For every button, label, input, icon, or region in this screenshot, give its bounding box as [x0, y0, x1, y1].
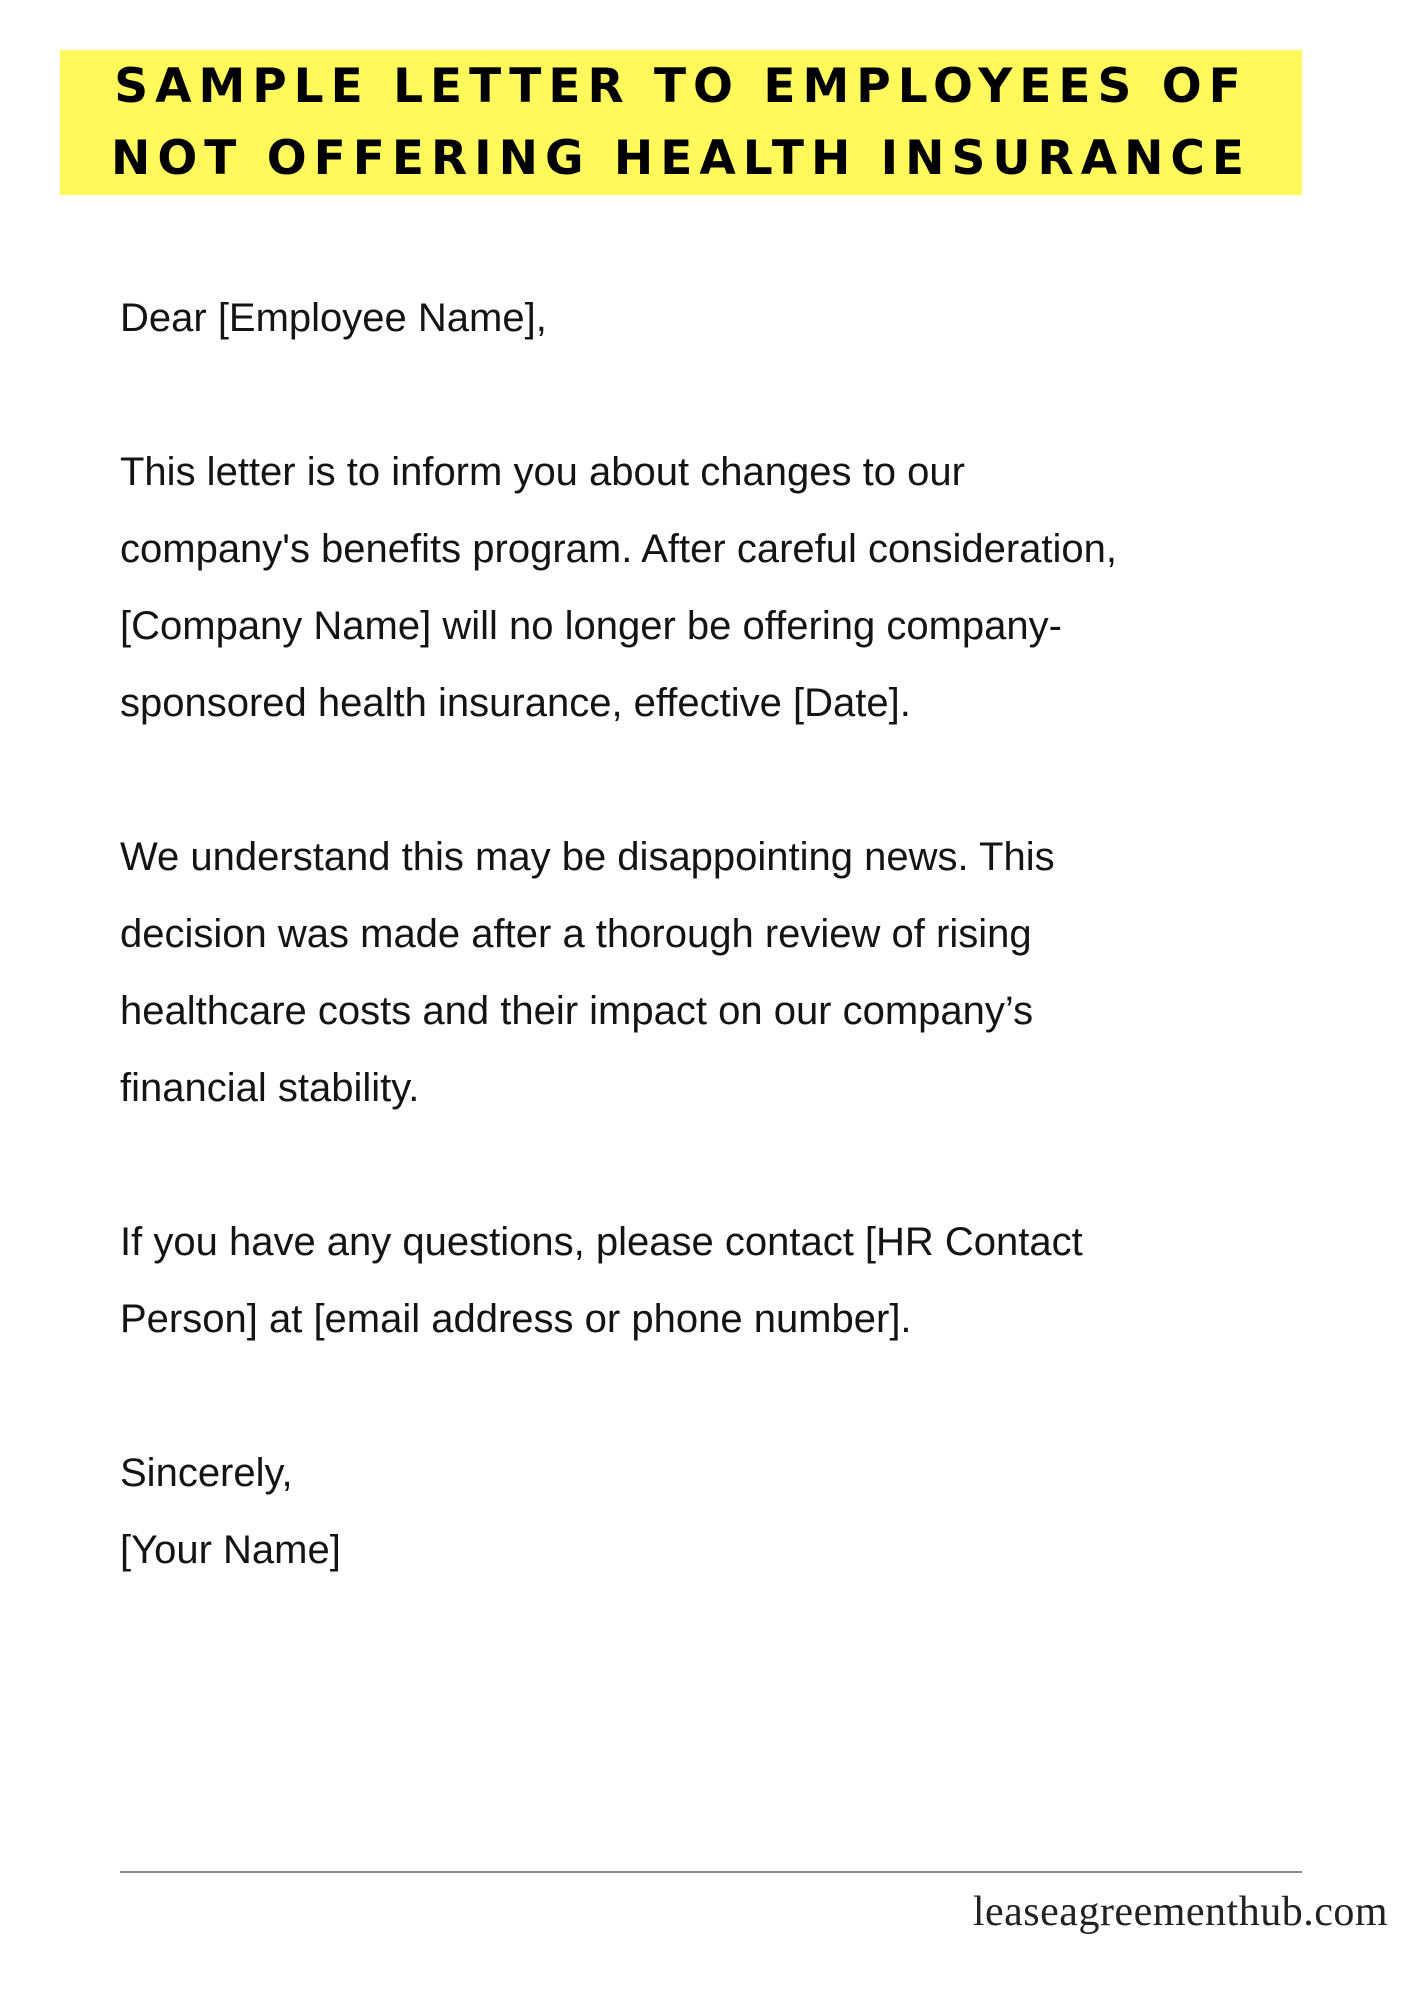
footer-website: leaseagreementhub.com: [972, 1889, 1388, 1935]
footer-divider: [120, 1871, 1302, 1873]
title-banner: [60, 50, 1302, 195]
signature-placeholder: [Your Name]: [120, 1528, 341, 1572]
salutation-text: Dear [Employee Name],: [120, 296, 547, 340]
paragraph-line: financial stability.: [120, 1066, 420, 1110]
salutation: [120, 280, 1350, 357]
paragraph-line: Person] at [email address or phone number].: [120, 1297, 912, 1341]
paragraph-line: We understand this may be disappointing news. This: [120, 835, 1055, 879]
paragraph-line: decision was made after a thorough review of rising: [120, 912, 1032, 956]
paragraph-reason: [120, 819, 1350, 1127]
closing-text: Sincerely,: [120, 1451, 293, 1495]
paragraph-line: This letter is to inform you about changes to our: [120, 450, 965, 494]
title-line-1: SAMPLE LETTER TO EMPLOYEES OF: [114, 58, 1248, 114]
paragraph-line: healthcare costs and their impact on our company’s: [120, 989, 1034, 1033]
paragraph-line: If you have any questions, please contact [HR Contact: [120, 1220, 1083, 1264]
letter-body: [120, 280, 1350, 1589]
paragraph-line: company's benefits program. After careful consideration,: [120, 527, 1118, 571]
paragraph-line: sponsored health insurance, effective [Date].: [120, 681, 911, 725]
closing-block: [120, 1435, 1350, 1589]
paragraph-line: [Company Name] will no longer be offering company-: [120, 604, 1062, 648]
paragraph-benefits-change: [120, 434, 1350, 742]
paragraph-contact: [120, 1204, 1350, 1358]
title-line-2: NOT OFFERING HEALTH INSURANCE: [110, 130, 1252, 186]
